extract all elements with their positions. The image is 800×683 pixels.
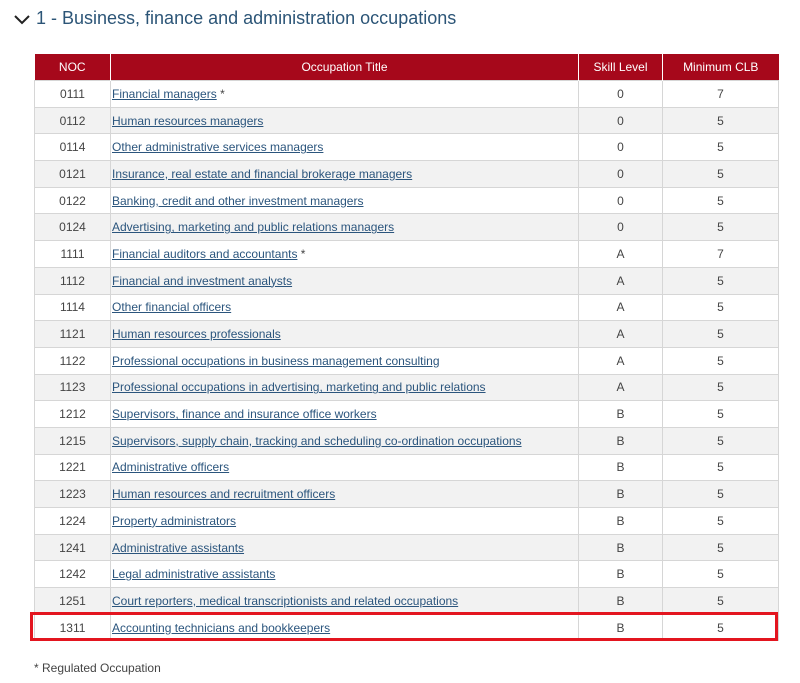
occupation-link[interactable]: Banking, credit and other investment managers xyxy=(112,193,364,208)
table-row xyxy=(35,454,779,481)
table-row xyxy=(35,401,779,428)
noc-cell: 0122 xyxy=(35,187,111,214)
table-row xyxy=(35,161,779,188)
table-row xyxy=(35,187,779,214)
occupation-title-cell xyxy=(111,588,579,615)
skill-level-cell: 0 xyxy=(579,134,663,161)
noc-cell: 0111 xyxy=(35,81,111,108)
skill-level-cell: B xyxy=(579,454,663,481)
skill-level-cell: 0 xyxy=(579,187,663,214)
occupation-title-cell xyxy=(111,454,579,481)
skill-level-cell: 0 xyxy=(579,214,663,241)
occupation-link[interactable]: Human resources professionals xyxy=(112,327,281,342)
table-row xyxy=(35,294,779,321)
occupation-title-cell xyxy=(111,374,579,401)
skill-level-cell: B xyxy=(579,614,663,641)
minimum-clb-cell: 5 xyxy=(663,161,779,188)
minimum-clb-cell: 5 xyxy=(663,454,779,481)
header-minimum-clb: Minimum CLB xyxy=(663,54,779,81)
noc-cell: 1224 xyxy=(35,508,111,535)
skill-level-cell: B xyxy=(579,561,663,588)
table-row xyxy=(35,81,779,108)
header-skill-level: Skill Level xyxy=(579,54,663,81)
minimum-clb-cell: 5 xyxy=(663,214,779,241)
occupation-link[interactable]: Professional occupations in advertising, marketing and public relations xyxy=(112,380,486,395)
occupation-link[interactable]: Professional occupations in business management consulting xyxy=(112,353,440,368)
occupation-title-cell xyxy=(111,481,579,508)
occupation-link[interactable]: Other administrative services managers xyxy=(112,140,324,155)
skill-level-cell: A xyxy=(579,321,663,348)
noc-cell: 1114 xyxy=(35,294,111,321)
skill-level-cell: A xyxy=(579,374,663,401)
noc-cell: 1215 xyxy=(35,427,111,454)
minimum-clb-cell: 5 xyxy=(663,614,779,641)
section-toggle[interactable] xyxy=(12,8,456,29)
minimum-clb-cell: 5 xyxy=(663,481,779,508)
skill-level-cell: A xyxy=(579,267,663,294)
noc-cell: 0121 xyxy=(35,161,111,188)
occupation-link[interactable]: Insurance, real estate and financial brokerage managers xyxy=(112,166,413,181)
noc-cell: 1122 xyxy=(35,347,111,374)
occupation-title-cell xyxy=(111,347,579,374)
minimum-clb-cell: 5 xyxy=(663,107,779,134)
occupation-title-cell xyxy=(111,267,579,294)
table-row xyxy=(35,481,779,508)
minimum-clb-cell: 5 xyxy=(663,508,779,535)
table-row xyxy=(35,241,779,268)
minimum-clb-cell: 5 xyxy=(663,534,779,561)
occupation-link[interactable]: Human resources and recruitment officers xyxy=(112,487,336,502)
occupation-title-cell xyxy=(111,161,579,188)
skill-level-cell: B xyxy=(579,508,663,535)
occupation-title-cell xyxy=(111,401,579,428)
noc-cell: 1251 xyxy=(35,588,111,615)
minimum-clb-cell: 5 xyxy=(663,588,779,615)
table-header-row xyxy=(35,54,779,81)
skill-level-cell: B xyxy=(579,401,663,428)
noc-cell: 0114 xyxy=(35,134,111,161)
header-noc: NOC xyxy=(35,54,111,81)
occupation-link[interactable]: Other financial officers xyxy=(112,300,232,315)
noc-cell: 1123 xyxy=(35,374,111,401)
occupation-title-cell xyxy=(111,134,579,161)
table-row xyxy=(35,534,779,561)
occupation-title-cell xyxy=(111,508,579,535)
noc-cell: 1311 xyxy=(35,614,111,641)
header-occupation-title: Occupation Title xyxy=(111,54,579,81)
noc-cell: 1111 xyxy=(35,241,111,268)
minimum-clb-cell: 7 xyxy=(663,241,779,268)
minimum-clb-cell: 7 xyxy=(663,81,779,108)
chevron-down-icon xyxy=(12,9,32,29)
minimum-clb-cell: 5 xyxy=(663,321,779,348)
noc-cell: 1112 xyxy=(35,267,111,294)
occupation-link[interactable]: Human resources managers xyxy=(112,113,264,128)
minimum-clb-cell: 5 xyxy=(663,401,779,428)
table-row xyxy=(35,588,779,615)
occupation-link[interactable]: Administrative assistants xyxy=(112,540,245,555)
regulated-marker: * xyxy=(220,86,225,101)
occupation-title-cell xyxy=(111,187,579,214)
noc-cell: 0124 xyxy=(35,214,111,241)
minimum-clb-cell: 5 xyxy=(663,187,779,214)
skill-level-cell: B xyxy=(579,588,663,615)
minimum-clb-cell: 5 xyxy=(663,294,779,321)
skill-level-cell: A xyxy=(579,294,663,321)
skill-level-cell: 0 xyxy=(579,107,663,134)
table-row xyxy=(35,107,779,134)
occupation-title-cell xyxy=(111,614,579,641)
occupation-title-cell xyxy=(111,81,579,108)
noc-cell: 1221 xyxy=(35,454,111,481)
occupation-link[interactable]: Legal administrative assistants xyxy=(112,567,276,582)
minimum-clb-cell: 5 xyxy=(663,347,779,374)
occupations-table-wrapper xyxy=(34,54,778,641)
table-body xyxy=(35,81,779,641)
noc-cell: 1223 xyxy=(35,481,111,508)
table-row xyxy=(35,508,779,535)
skill-level-cell: 0 xyxy=(579,81,663,108)
noc-cell: 1121 xyxy=(35,321,111,348)
minimum-clb-cell: 5 xyxy=(663,134,779,161)
table-row xyxy=(35,214,779,241)
occupation-link[interactable]: Financial auditors and accountants xyxy=(112,246,298,261)
occupation-title-cell xyxy=(111,427,579,454)
occupation-title-cell xyxy=(111,534,579,561)
skill-level-cell: A xyxy=(579,347,663,374)
occupation-title-cell xyxy=(111,321,579,348)
skill-level-cell: B xyxy=(579,481,663,508)
footnote: * Regulated Occupation xyxy=(34,661,161,675)
occupation-link[interactable]: Property administrators xyxy=(112,513,237,528)
table-row xyxy=(35,561,779,588)
occupation-link[interactable]: Court reporters, medical transcriptionists and related occupations xyxy=(112,593,459,608)
skill-level-cell: 0 xyxy=(579,161,663,188)
skill-level-cell: A xyxy=(579,241,663,268)
occupation-title-cell xyxy=(111,107,579,134)
noc-cell: 1241 xyxy=(35,534,111,561)
minimum-clb-cell: 5 xyxy=(663,561,779,588)
occupation-link[interactable]: Supervisors, finance and insurance office workers xyxy=(112,407,377,422)
occupation-title-cell xyxy=(111,214,579,241)
occupation-link[interactable]: Financial and investment analysts xyxy=(112,273,293,288)
noc-cell: 1212 xyxy=(35,401,111,428)
section-title: 1 - Business, finance and administration occupations xyxy=(36,8,457,28)
noc-cell: 0112 xyxy=(35,107,111,134)
occupation-link[interactable]: Supervisors, supply chain, tracking and scheduling co-ordination occupations xyxy=(112,433,522,448)
occupations-table xyxy=(34,54,779,641)
table-row xyxy=(35,321,779,348)
table-row xyxy=(35,374,779,401)
occupation-link[interactable]: Advertising, marketing and public relations managers xyxy=(112,220,395,235)
occupation-link[interactable]: Accounting technicians and bookkeepers xyxy=(112,620,331,635)
occupation-link[interactable]: Administrative officers xyxy=(112,460,230,475)
minimum-clb-cell: 5 xyxy=(663,267,779,294)
minimum-clb-cell: 5 xyxy=(663,374,779,401)
table-row xyxy=(35,267,779,294)
regulated-marker: * xyxy=(300,246,306,261)
minimum-clb-cell: 5 xyxy=(663,427,779,454)
occupation-title-cell xyxy=(111,294,579,321)
occupation-link[interactable]: Financial managers xyxy=(112,86,217,101)
noc-cell: 1242 xyxy=(35,561,111,588)
table-row xyxy=(35,347,779,374)
skill-level-cell: B xyxy=(579,427,663,454)
occupation-title-cell xyxy=(111,241,579,268)
table-row xyxy=(35,427,779,454)
occupation-title-cell xyxy=(111,561,579,588)
skill-level-cell: B xyxy=(579,534,663,561)
table-row xyxy=(35,134,779,161)
table-row xyxy=(35,614,779,641)
